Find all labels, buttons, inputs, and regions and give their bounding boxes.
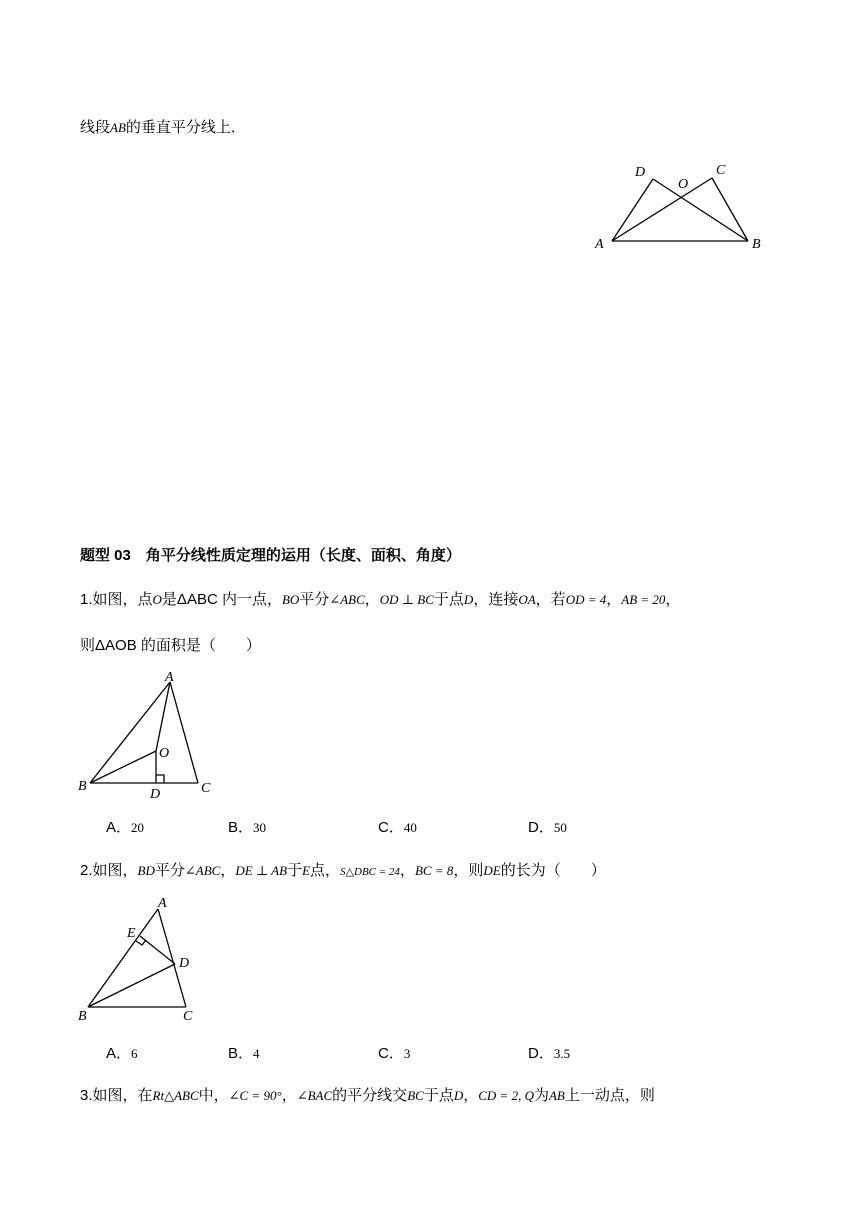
q1-math: O	[152, 592, 162, 607]
q3-text: ，	[463, 1087, 479, 1104]
label-C: C	[183, 1009, 193, 1024]
q3-math: ∠BAC	[296, 1088, 333, 1103]
q3-math: Rt△ABC	[152, 1088, 199, 1103]
q1-text: ，若	[535, 591, 566, 608]
q3-math: D	[453, 1088, 464, 1103]
figure-q1-triangle	[76, 668, 226, 803]
q1-text: ，	[606, 591, 622, 608]
intro-line	[80, 118, 246, 138]
q3-number: 3.	[80, 1087, 93, 1104]
label-A: A	[595, 237, 604, 252]
q1-option-b[interactable]	[228, 816, 266, 837]
intro-prefix: 线段	[80, 119, 111, 136]
option-letter: A．	[106, 1045, 132, 1062]
option-value: 50	[553, 820, 567, 835]
q1-math: D	[463, 592, 474, 607]
q2-text: ，则	[453, 862, 484, 879]
question-2-line-1	[80, 861, 606, 882]
option-letter: D．	[528, 1045, 554, 1062]
q3-text: 上一动点，则	[564, 1087, 655, 1104]
label-B: B	[78, 779, 87, 794]
q2-text: ，	[220, 862, 236, 879]
label-E: E	[127, 926, 136, 941]
q3-math: ∠C = 90°	[228, 1088, 282, 1103]
label-C: C	[716, 163, 726, 178]
label-B: B	[78, 1009, 87, 1024]
q3-text: 的平分线交	[332, 1087, 408, 1104]
q1-math: OD ⊥ BC	[379, 592, 434, 607]
q3-text: 如图，在	[92, 1087, 153, 1104]
label-O: O	[159, 746, 170, 761]
q1-option-c[interactable]	[378, 816, 417, 837]
q2-option-d[interactable]	[528, 1042, 570, 1063]
option-value: 3.5	[553, 1046, 571, 1061]
q1-math: ∠ABC	[329, 592, 365, 607]
option-letter: C．	[378, 1045, 404, 1062]
option-value: 40	[403, 820, 417, 835]
option-value: 4	[253, 1046, 260, 1061]
option-letter: D．	[528, 819, 554, 836]
option-letter: B．	[228, 819, 254, 836]
q1-number: 1.	[80, 591, 93, 608]
q1-math: OA	[518, 592, 536, 607]
q2-math: BC = 8	[414, 863, 454, 878]
q2-math: DE ⊥ AB	[235, 863, 288, 878]
q2-option-c[interactable]	[378, 1042, 410, 1063]
q1-text: ，连接	[473, 591, 519, 608]
q2-math: BD	[137, 863, 155, 878]
q2-text: 于	[287, 862, 303, 879]
q1-text: 如图，点	[92, 591, 153, 608]
option-value: 3	[403, 1046, 411, 1061]
label-A: A	[158, 896, 167, 911]
q1-text: ，	[665, 591, 681, 608]
question-3-line-1	[80, 1086, 655, 1106]
q2-option-b[interactable]	[228, 1042, 260, 1063]
q1-text: 平分	[299, 591, 330, 608]
q1-text: 是ΔABC 内一点，	[161, 591, 282, 608]
q1-text: ，	[364, 591, 380, 608]
q1-option-a[interactable]	[106, 816, 144, 837]
figure-q2-triangle	[76, 893, 216, 1028]
q1-option-d[interactable]	[528, 816, 567, 837]
q2-text: ，	[399, 862, 415, 879]
label-B: B	[752, 237, 761, 252]
q3-math: CD = 2, Q	[478, 1088, 534, 1103]
question-1-line-2: 则ΔAOB 的面积是（ ）	[80, 637, 261, 654]
q2-text: 如图，	[92, 862, 138, 879]
q2-math: ∠ABC	[184, 863, 221, 878]
q2-text: 点，	[310, 862, 341, 879]
option-value: 30	[253, 820, 267, 835]
label-D: D	[179, 956, 190, 971]
q3-text: 于点	[423, 1087, 454, 1104]
q2-math: S△DBC = 24	[340, 866, 400, 878]
intro-segment: AB	[110, 120, 126, 135]
q2-option-a[interactable]	[106, 1042, 138, 1063]
option-letter: A．	[106, 819, 132, 836]
q2-math: DE	[483, 863, 501, 878]
label-O: O	[678, 177, 689, 192]
q1-math: AB = 20	[621, 592, 666, 607]
section-title: 题型 03 角平分线性质定理的运用（长度、面积、角度）	[80, 547, 461, 564]
option-letter: C．	[378, 819, 404, 836]
option-value: 20	[131, 820, 145, 835]
q3-math: BC	[407, 1088, 424, 1103]
q3-text: 为	[533, 1087, 549, 1104]
q2-math: E	[302, 863, 311, 878]
option-letter: B．	[228, 1045, 254, 1062]
label-A: A	[165, 670, 174, 685]
label-C: C	[201, 781, 211, 796]
q2-text: 的长为（ ）	[500, 862, 606, 879]
q1-math: OD = 4	[565, 592, 607, 607]
intro-suffix: 的垂直平分线上．	[125, 119, 246, 136]
label-D: D	[635, 165, 646, 180]
q2-number: 2.	[80, 862, 93, 879]
q1-math: BO	[281, 592, 300, 607]
q3-text: ，	[281, 1087, 297, 1104]
label-D: D	[150, 787, 161, 802]
q1-text: 于点	[433, 591, 464, 608]
q3-text: 中，	[198, 1087, 229, 1104]
figure-quadrilateral	[590, 160, 780, 260]
q3-math: AB	[548, 1088, 565, 1103]
q2-text: 平分	[154, 862, 185, 879]
question-1-line-1	[80, 590, 680, 610]
option-value: 6	[131, 1046, 138, 1061]
